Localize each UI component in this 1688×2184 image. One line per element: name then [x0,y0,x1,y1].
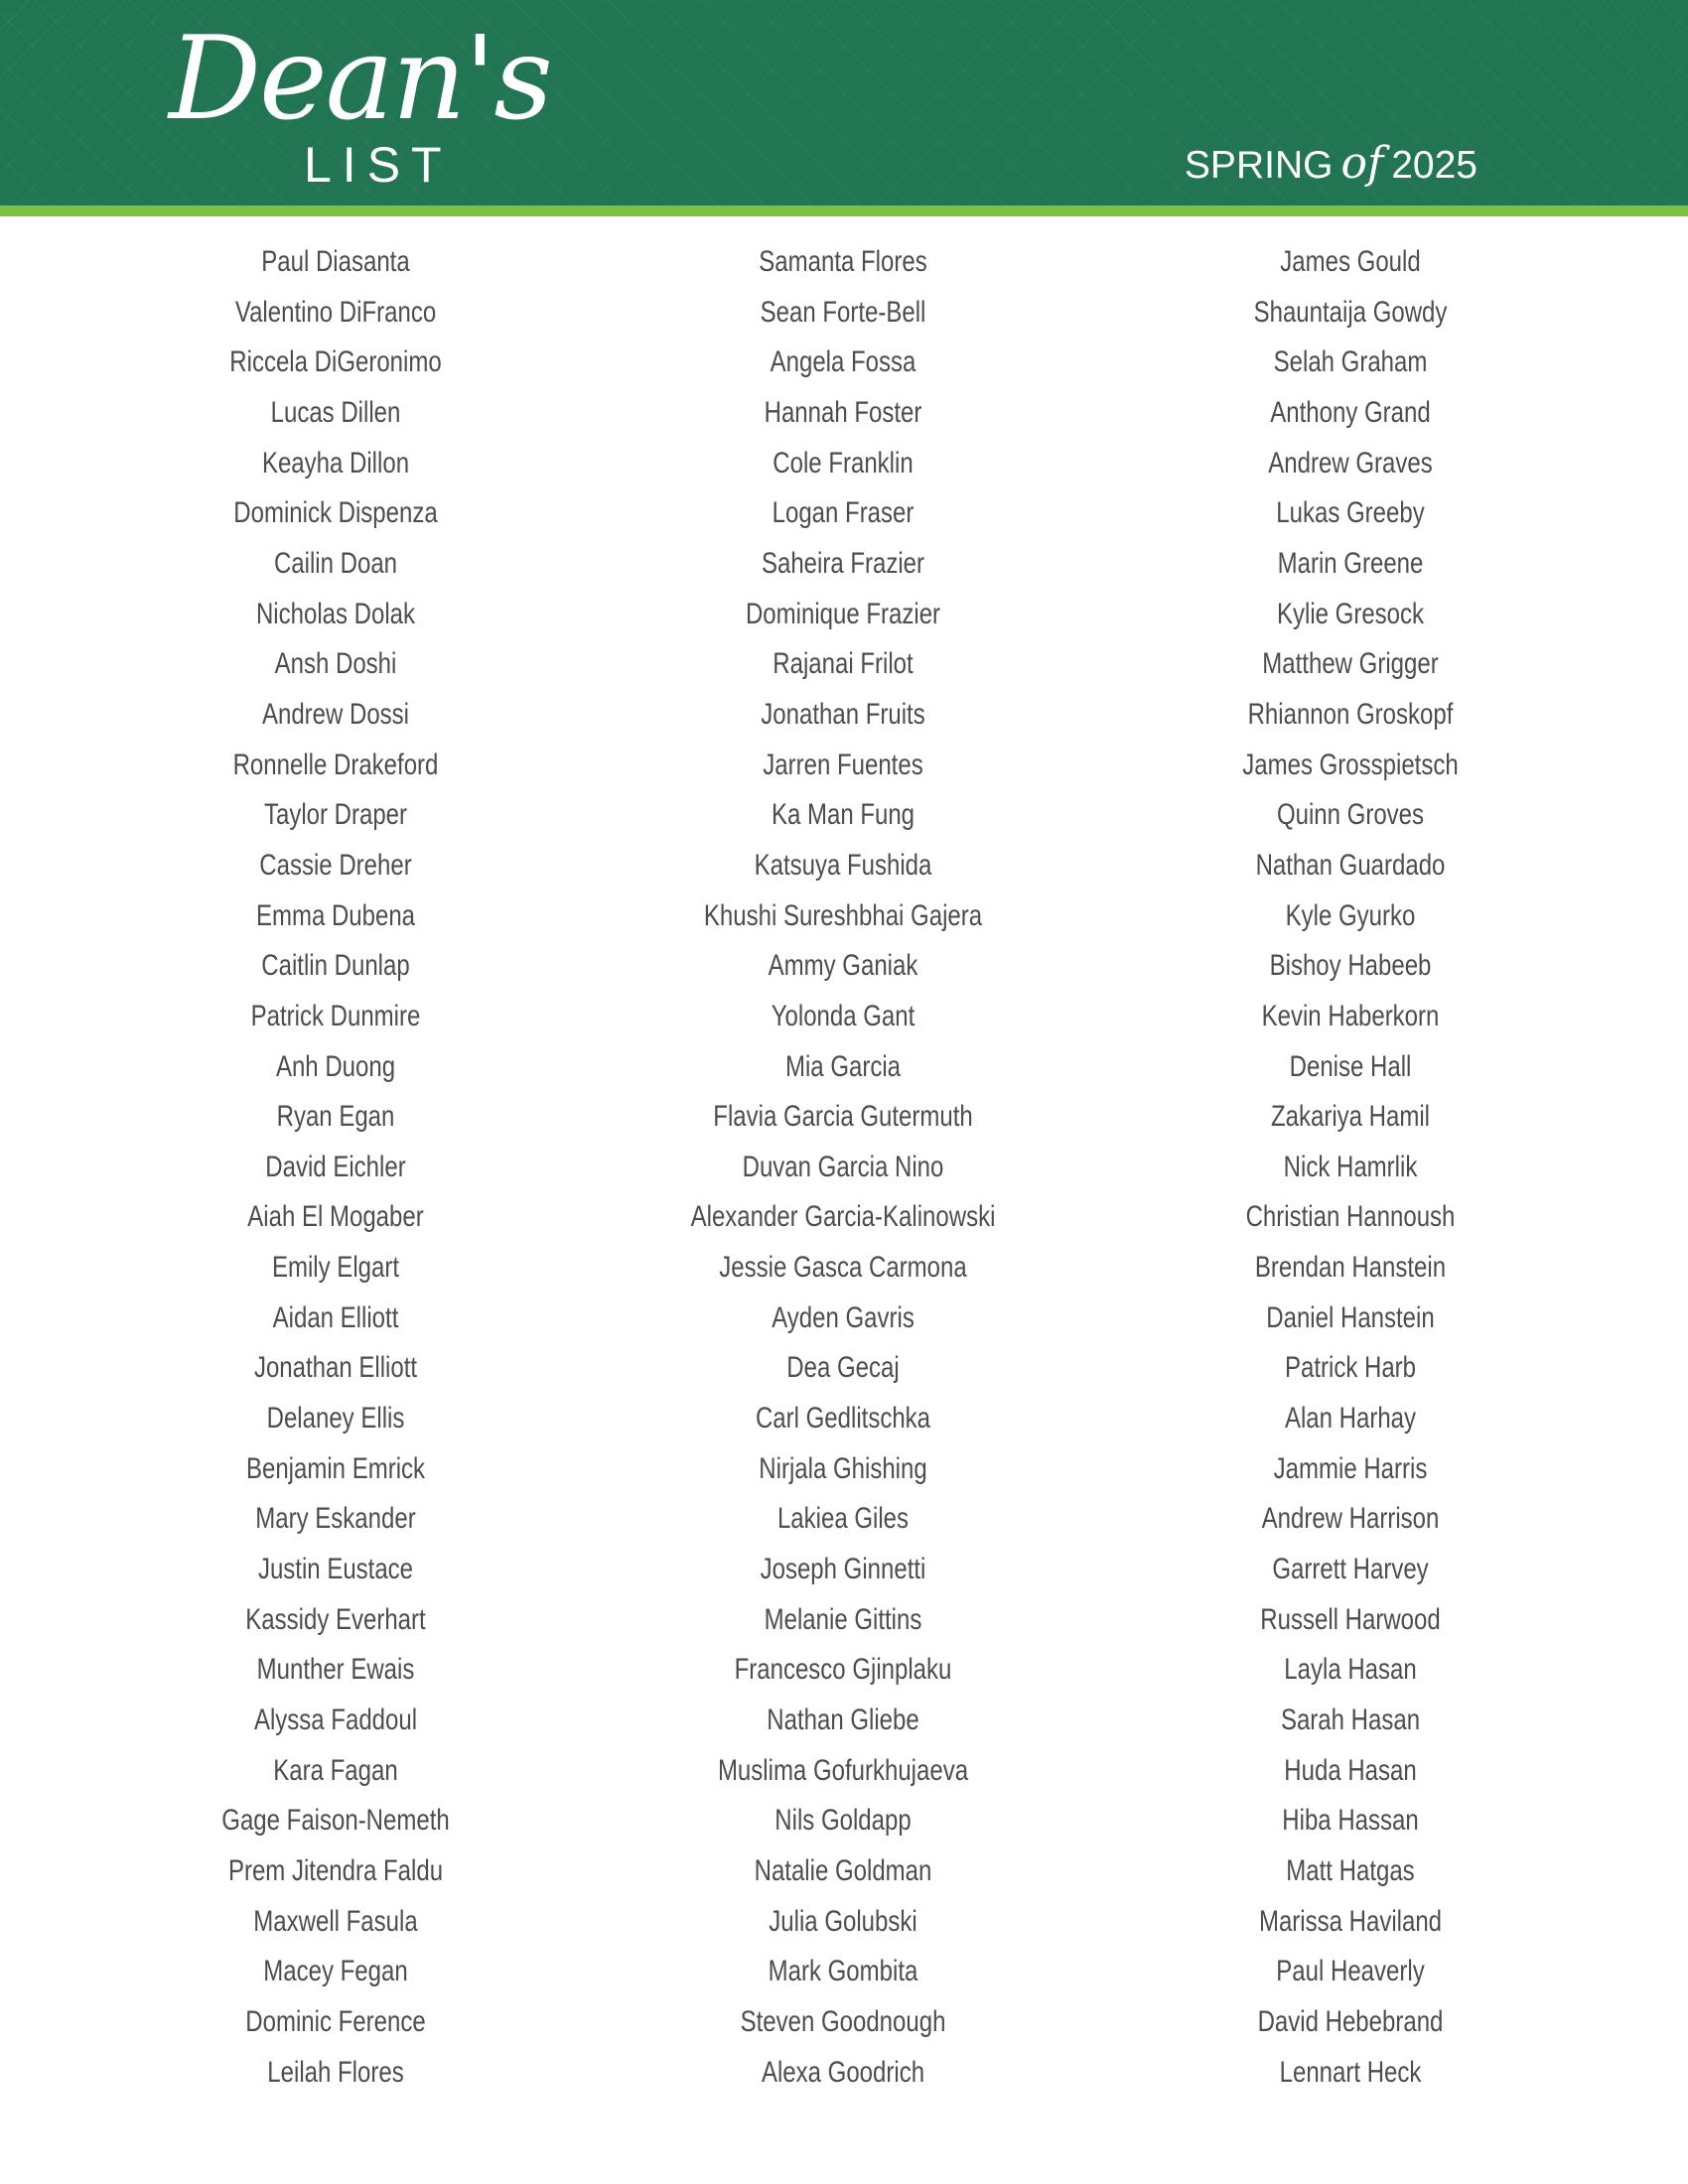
list-item: Jarren Fuentes [763,748,923,781]
list-item: Daniel Hanstein [1266,1300,1435,1334]
list-item: Ayden Gavris [772,1300,914,1334]
list-item: Huda Hasan [1284,1753,1417,1787]
list-item: Leilah Flores [267,2055,404,2089]
list-item: Sarah Hasan [1280,1704,1421,1737]
term-season: SPRING [1184,144,1334,187]
list-item: Nils Goldapp [774,1804,912,1838]
list-item: Garrett Harvey [1272,1553,1429,1586]
list-item: Francesco Gjinplaku [734,1653,952,1687]
list-item: Munther Ewais [256,1653,415,1687]
list-item: Lakiea Giles [776,1502,910,1536]
list-item: Alan Harhay [1284,1402,1417,1435]
list-item: Emma Dubena [255,898,416,932]
list-item: Taylor Draper [263,798,408,832]
list-item: Jonathan Elliott [253,1351,418,1385]
list-item: Hannah Foster [764,395,922,429]
list-item: Cole Franklin [773,446,914,479]
list-item: Joseph Ginnetti [760,1553,926,1586]
term-year: 2025 [1391,144,1477,187]
list-item: Nick Hamrlik [1283,1150,1418,1183]
list-item: Alexa Goodrich [761,2055,925,2089]
names-column-2 [575,240,1111,2101]
list-item: Justin Eustace [257,1553,414,1586]
list-item: Rhiannon Groskopf [1247,697,1454,731]
list-item: Nicholas Dolak [255,597,416,630]
list-item: Kara Fagan [273,1753,398,1787]
list-item: Muslima Gofurkhujaeva [717,1753,969,1787]
list-item: Nathan Gliebe [767,1704,919,1737]
list-item: Dominic Ference [245,2004,426,2038]
list-item: Kylie Gresock [1276,597,1425,630]
list-item: Prem Jitendra Faldu [227,1854,444,1887]
list-item: Paul Heaverly [1276,1955,1425,1988]
list-item: Ka Man Fung [771,798,915,832]
list-item: Kevin Haberkorn [1261,999,1440,1032]
accent-bar [0,205,1688,216]
list-item: Ansh Doshi [274,647,397,681]
list-item: Andrew Dossi [261,697,410,731]
list-item: Jessie Gasca Carmona [719,1251,967,1285]
list-item: Patrick Dunmire [250,999,421,1032]
list-item: Mia Garcia [784,1049,902,1083]
list-item: Dominique Frazier [745,597,941,630]
term-connector: of [1340,138,1384,189]
list-item: Bishoy Habeeb [1269,949,1432,983]
list-item: Yolonda Gant [771,999,915,1032]
list-item: Layla Hasan [1284,1653,1417,1687]
list-item: Nirjala Ghishing [759,1451,927,1485]
term-label [1184,138,1477,189]
list-item: Jonathan Fruits [761,697,925,731]
list-item: Matt Hatgas [1286,1854,1415,1887]
list-item: Ronnelle Drakeford [232,748,439,781]
list-item: Lucas Dillen [270,395,401,429]
list-item: Gage Faison-Nemeth [221,1804,450,1838]
list-item: Shauntaija Gowdy [1253,295,1448,329]
list-item: Aidan Elliott [272,1300,399,1334]
list-item: Duvan Garcia Nino [742,1150,944,1183]
title-sub: LIST [304,137,453,193]
list-item: Nathan Guardado [1255,848,1446,882]
list-item: Patrick Harb [1284,1351,1417,1385]
list-item: Christian Hannoush [1245,1200,1456,1234]
list-item: Samanta Flores [759,245,927,278]
list-item: Caitlin Dunlap [261,949,410,983]
list-item: Flavia Garcia Gutermuth [713,1100,973,1134]
list-item: Brendan Hanstein [1254,1251,1447,1285]
list-item: Melanie Gittins [764,1602,922,1636]
list-item: Aiah El Mogaber [247,1200,424,1234]
list-item: David Eichler [265,1150,406,1183]
list-item: Natalie Goldman [754,1854,932,1887]
list-item: Katsuya Fushida [754,848,932,882]
list-item: Dea Gecaj [786,1351,900,1385]
list-item: Macey Fegan [263,1955,408,1988]
list-item: Quinn Groves [1276,798,1425,832]
list-item: Saheira Frazier [761,546,925,580]
list-item: Marin Greene [1277,546,1424,580]
list-item: Mary Eskander [255,1502,416,1536]
list-item: Emily Elgart [271,1251,400,1285]
header-banner [0,0,1688,205]
list-item: Lennart Heck [1279,2055,1422,2089]
list-item: Andrew Harrison [1261,1502,1440,1536]
list-item: Riccela DiGeronimo [229,345,442,379]
list-item: Mark Gombita [768,1955,918,1988]
list-item: Maxwell Fasula [253,1904,418,1938]
list-item: Denise Hall [1289,1049,1412,1083]
list-item: Cailin Doan [273,546,398,580]
list-item: Logan Fraser [772,496,914,530]
list-item: Steven Goodnough [740,2004,946,2038]
list-item: Delaney Ellis [266,1402,405,1435]
list-item: Matthew Grigger [1262,647,1439,681]
list-item: Kyle Gyurko [1285,898,1416,932]
list-item: Alyssa Faddoul [253,1704,418,1737]
names-column-3 [1082,240,1618,2101]
list-item: Ryan Egan [276,1100,395,1134]
list-item: Julia Golubski [769,1904,917,1938]
list-item: James Gould [1280,245,1421,278]
list-item: Marissa Haviland [1258,1904,1443,1938]
list-item: Khushi Sureshbhai Gajera [703,898,983,932]
list-item: Sean Forte-Bell [760,295,926,329]
list-item: Russell Harwood [1260,1602,1441,1636]
list-item: Lukas Greeby [1276,496,1425,530]
list-item: Anthony Grand [1270,395,1431,429]
list-item: Cassie Dreher [259,848,412,882]
list-item: Andrew Graves [1268,446,1433,479]
names-column-1 [68,240,604,2101]
list-item: Paul Diasanta [261,245,410,278]
list-item: Dominick Dispenza [233,496,438,530]
list-item: Kassidy Everhart [245,1602,426,1636]
list-item: Valentino DiFranco [234,295,437,329]
list-item: David Hebebrand [1257,2004,1444,2038]
list-item: Anh Duong [275,1049,396,1083]
list-item: Rajanai Frilot [773,647,914,681]
list-item: Keayha Dillon [261,446,410,479]
title-script: Dean's [169,12,551,146]
list-item: Zakariya Hamil [1270,1100,1431,1134]
list-item: Alexander Garcia-Kalinowski [690,1200,996,1234]
list-item: Selah Graham [1273,345,1428,379]
list-item: James Grosspietsch [1242,748,1459,781]
list-item: Hiba Hassan [1282,1804,1419,1838]
list-item: Ammy Ganiak [768,949,918,983]
list-item: Benjamin Emrick [245,1451,426,1485]
list-item: Carl Gedlitschka [755,1402,931,1435]
list-item: Angela Fossa [770,345,916,379]
list-item: Jammie Harris [1273,1451,1428,1485]
